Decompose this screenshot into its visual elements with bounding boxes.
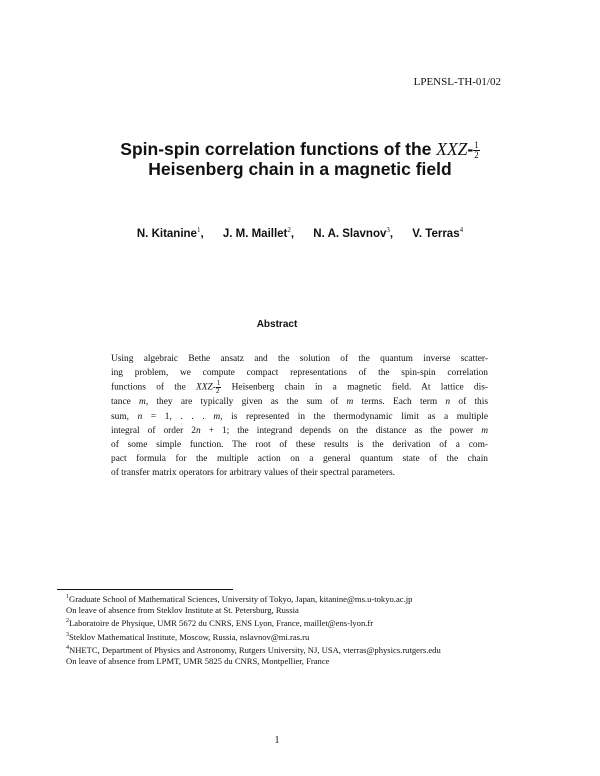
abstract-body <box>111 352 488 481</box>
footnote <box>66 592 546 605</box>
abstract-math: m <box>481 425 488 436</box>
abstract-text: , they are typically given as the sum of <box>145 397 347 408</box>
abstract-line: pact formula for the multiple action on a general quantum state of the chain <box>111 454 488 465</box>
abstract-text: = 1, . . . <box>142 411 214 422</box>
footnote-mark: 1 <box>66 594 69 600</box>
abstract-text: - <box>212 383 216 394</box>
abstract-fraction-numerator: 1 <box>216 379 221 388</box>
abstract-text: integral of order 2 <box>111 425 196 436</box>
abstract-math: n <box>137 411 143 422</box>
author-affiliation-mark: 3 <box>386 226 390 234</box>
abstract-line <box>111 380 488 395</box>
abstract-line: of transfer matrix operators for arbitrary values of their spectral parameters. <box>111 468 395 479</box>
author: N. A. Slavnov$^3$, <box>313 226 394 240</box>
abstract-math: m <box>346 397 354 408</box>
title-line-1 <box>40 140 560 160</box>
abstract-line: ing problem, we compute compact representations of the spin-spin correlation <box>111 368 488 379</box>
abstract-line <box>111 410 488 424</box>
title-text-1: Spin-spin correlation functions of the <box>120 139 437 159</box>
title-model-symbol: XXZ <box>436 139 468 159</box>
abstract-math: m <box>213 411 221 422</box>
author-list <box>40 226 560 240</box>
paper-title <box>40 140 560 179</box>
abstract-math: XXZ <box>196 383 213 394</box>
footnotes <box>66 592 546 667</box>
author: J. M. Maillet$^2$, <box>222 226 295 240</box>
abstract-text: Heisenberg chain in a magnetic field. At lattice dis- <box>221 383 488 394</box>
footnote-continuation: On leave of absence from LPMT, UMR 5825 du CNRS, Montpellier, France <box>66 655 330 666</box>
author-affiliation-mark: 4 <box>459 226 464 234</box>
abstract-line <box>111 395 488 409</box>
footnote <box>66 616 546 629</box>
footnote <box>66 630 546 643</box>
footnote-mark: 4 <box>66 644 69 651</box>
title-fraction-denominator: 2 <box>474 149 479 160</box>
abstract-text: tance <box>111 397 140 408</box>
author-affiliation-mark: 1 <box>196 226 201 234</box>
footnote-continuation: On leave of absence from Steklov Institute at St. Petersburg, Russia <box>66 605 299 616</box>
abstract-heading: Abstract <box>256 319 298 330</box>
report-number: LPENSL-TH-01/02 <box>413 76 501 88</box>
author-name: N. A. Slavnov <box>313 227 387 240</box>
footnote-rule <box>57 589 233 590</box>
footnote <box>66 643 546 656</box>
author-affiliation-mark: 2 <box>287 226 291 234</box>
abstract-math: n <box>195 425 201 436</box>
abstract-text: + 1; the integrand depends on the distance as the power <box>200 425 482 436</box>
title-fraction <box>473 141 480 160</box>
abstract-text: functions of the <box>111 383 197 394</box>
title-fraction-numerator: 1 <box>474 139 479 150</box>
footnote-text: Steklov Mathematical Institute, Moscow, Russia, nslavnov@mi.ras.ru <box>69 631 310 642</box>
footnote-text: Graduate School of Mathematical Sciences, University of Tokyo, Japan, kitanine@ms.u-tokyo.ac.jp <box>69 593 413 604</box>
author-name: V. Terras <box>412 227 460 240</box>
abstract-text: , is represented in the thermodynamic limit as a multiple <box>220 411 488 422</box>
abstract-text: sum, <box>111 411 138 422</box>
author-name: J. M. Maillet <box>222 227 288 240</box>
footnote-mark: 2 <box>66 618 69 625</box>
abstract-math: n <box>445 397 451 408</box>
abstract-fraction-denominator: 2 <box>215 387 220 396</box>
abstract-text: of this <box>450 397 488 408</box>
footnote-text: NHETC, Department of Physics and Astronomy, Rutgers University, NJ, USA, vterras@physics.rutgers.edu <box>69 644 441 655</box>
abstract-line: of some simple function. The root of these results is the derivation of a com- <box>111 440 488 451</box>
title-dash: - <box>467 139 474 159</box>
footnote-text: Laboratoire de Physique, UMR 5672 du CNRS, ENS Lyon, France, maillet@ens-lyon.fr <box>69 618 374 629</box>
abstract-line: Using algebraic Bethe ansatz and the solution of the quantum inverse scatter- <box>111 354 488 364</box>
author: N. Kitanine$^1$, <box>136 226 204 240</box>
abstract-line <box>111 424 488 438</box>
abstract-math: m <box>139 397 146 408</box>
page-number: 1 <box>274 735 280 746</box>
footnote-mark: 3 <box>66 631 69 638</box>
author <box>412 228 463 240</box>
title-line-2: Heisenberg chain in a magnetic field <box>148 158 452 179</box>
author-name: N. Kitanine <box>136 227 197 240</box>
abstract-text: terms. Each term <box>353 397 446 408</box>
